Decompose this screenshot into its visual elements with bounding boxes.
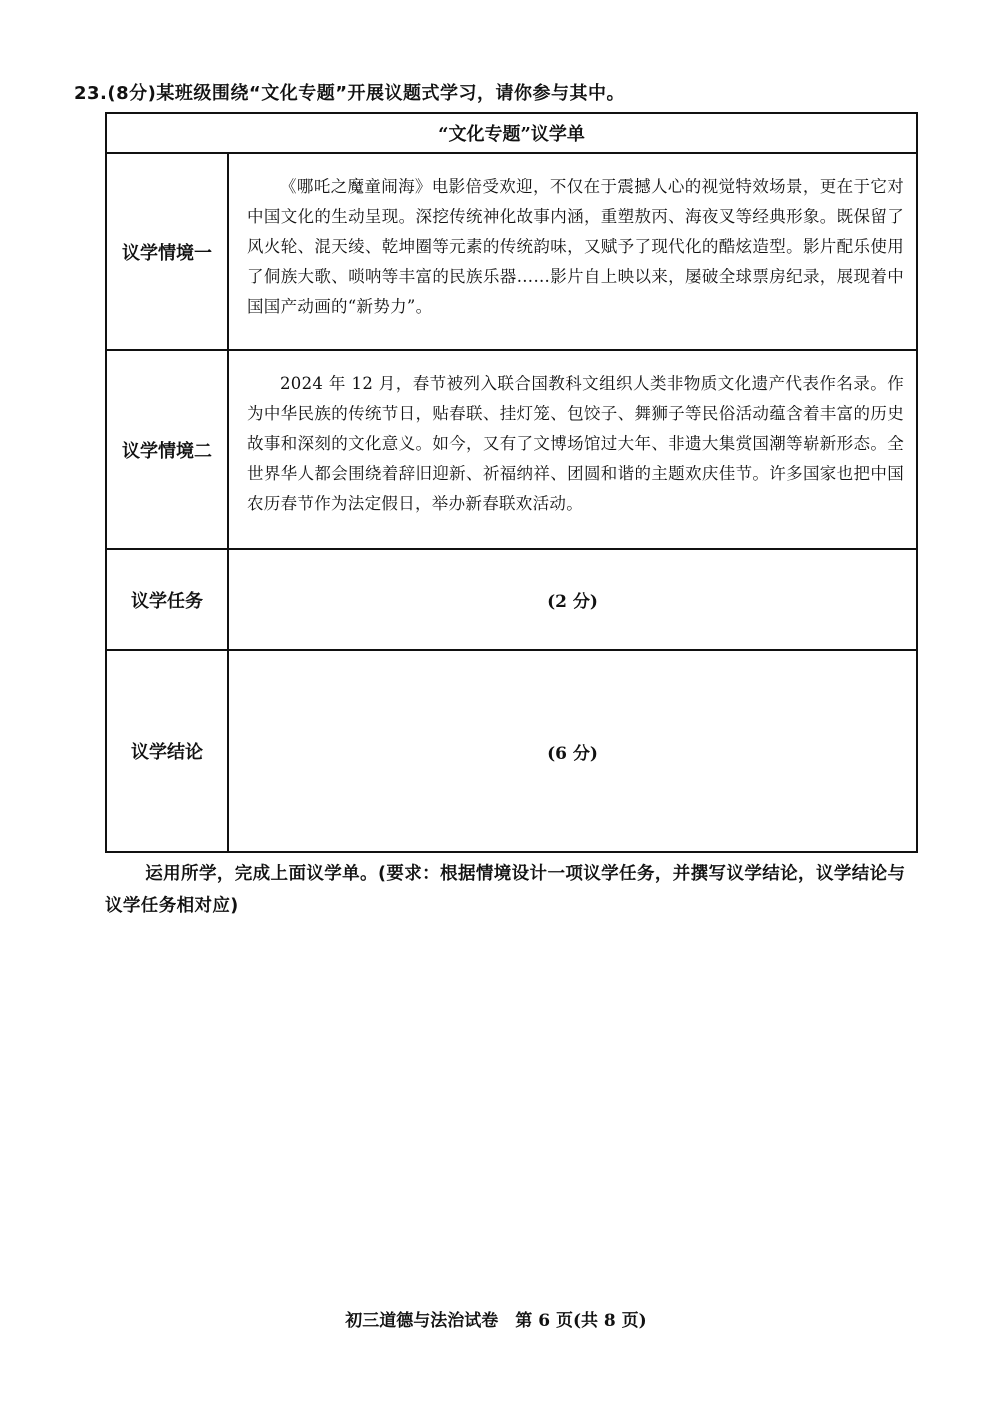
conclusion-answer-area[interactable] bbox=[229, 651, 916, 851]
scenario-two-paragraph: 2024 年 12 月，春节被列入联合国教科文组织人类非物质文化遗产代表作名录。作为中华民族的传统节日，贴春联、挂灯笼、包饺子、舞狮子等民俗活动蕴含着丰富的历史故事和深刻的文化意义。如今，又有了文博场馆过大年、非遗大集赏国潮等崭新形态。全世界华人都会围绕着辞旧迎新、祈福纳祥、团圆和谐的主题欢庆佳节。许多国家也把中国农历春节作为法定假日，举办新春联欢活动。 bbox=[247, 374, 904, 513]
answer-instruction: 运用所学，完成上面议学单。(要求：根据情境设计一项议学任务，并撰写议学结论，议学结论与议学任务相对应) bbox=[105, 864, 906, 916]
sheet-title: “文化专题”议学单 bbox=[107, 114, 916, 154]
conclusion-label: 议学结论 bbox=[107, 651, 229, 851]
task-score: (2 分) bbox=[547, 592, 598, 612]
conclusion-row bbox=[107, 651, 916, 851]
page-footer: 初三道德与法治试卷 第 6 页(共 8 页) bbox=[345, 1311, 647, 1331]
scenario-one-text bbox=[229, 154, 916, 349]
discussion-sheet-table bbox=[105, 112, 918, 853]
task-row bbox=[107, 550, 916, 651]
scenario-two-text bbox=[229, 351, 916, 548]
scenario-two-label: 议学情境二 bbox=[107, 351, 229, 548]
scenario-one-row bbox=[107, 154, 916, 351]
scenario-one-paragraph: 《哪吒之魔童闹海》电影倍受欢迎，不仅在于震撼人心的视觉特效场景，更在于它对中国文化的生动呈现。深挖传统神化故事内涵，重塑敖丙、海夜叉等经典形象。既保留了风火轮、混天绫、乾坤圈等元素的传统韵味，又赋予了现代化的酷炫造型。影片配乐使用了侗族大歌、唢呐等丰富的民族乐器……影片自上映以来，屡破全球票房纪录，展现着中国国产动画的“新势力”。 bbox=[247, 177, 904, 316]
question-stem: 23.(8分)某班级围绕“文化专题”开展议题式学习，请你参与其中。 bbox=[74, 83, 626, 104]
scenario-one-label: 议学情境一 bbox=[107, 154, 229, 349]
conclusion-score: (6 分) bbox=[547, 743, 598, 764]
scenario-two-row bbox=[107, 351, 916, 550]
task-label: 议学任务 bbox=[107, 550, 229, 649]
task-answer-area[interactable] bbox=[229, 550, 916, 649]
